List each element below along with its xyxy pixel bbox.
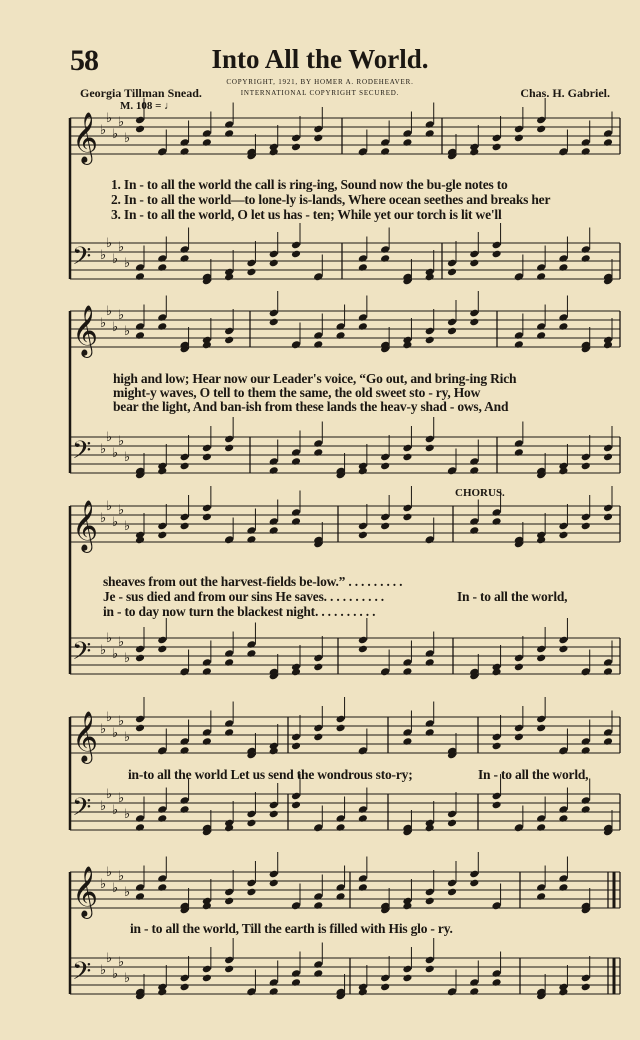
note-head bbox=[358, 814, 368, 823]
flat-icon: ♭ bbox=[118, 955, 125, 970]
note-head bbox=[581, 254, 591, 263]
flat-icon: ♭ bbox=[100, 123, 107, 138]
lyric-verse-2-line-1: 2. In - to all the world—to lone-ly is-lands, Where ocean seethes and breaks her bbox=[111, 192, 551, 207]
note-head bbox=[425, 897, 435, 906]
note-head bbox=[358, 883, 368, 892]
note-head bbox=[492, 742, 502, 751]
flat-icon: ♭ bbox=[106, 631, 113, 646]
note-head bbox=[291, 457, 301, 466]
note-head bbox=[358, 322, 368, 331]
flat-icon: ♭ bbox=[112, 726, 119, 741]
note-head bbox=[313, 969, 323, 978]
flat-icon: ♭ bbox=[118, 434, 125, 449]
note-head bbox=[246, 888, 256, 897]
note-head bbox=[536, 272, 546, 281]
bass-clef-icon: 𝄢 bbox=[72, 637, 92, 672]
flat-icon: ♭ bbox=[118, 308, 125, 323]
note-head bbox=[380, 462, 390, 471]
treble-clef-icon: 𝄞 bbox=[72, 500, 99, 551]
note-head bbox=[202, 667, 212, 676]
note-head bbox=[336, 331, 346, 340]
flat-icon: ♭ bbox=[112, 967, 119, 982]
note-head bbox=[603, 453, 613, 462]
note-head bbox=[402, 737, 412, 746]
flat-icon: ♭ bbox=[124, 450, 131, 465]
note-head bbox=[313, 733, 323, 742]
note-head bbox=[202, 138, 212, 147]
note-head bbox=[402, 974, 412, 983]
flat-icon: ♭ bbox=[118, 869, 125, 884]
flat-icon: ♭ bbox=[106, 430, 113, 445]
flat-icon: ♭ bbox=[106, 865, 113, 880]
note-head bbox=[269, 526, 279, 535]
note-head bbox=[180, 522, 190, 531]
note-head bbox=[581, 147, 591, 156]
note-head bbox=[380, 983, 390, 992]
flat-icon: ♭ bbox=[106, 710, 113, 725]
lyric-chorus-line-2: in - to all the world, Till the earth is filled with His glo - ry. bbox=[130, 921, 453, 936]
note-head bbox=[180, 147, 190, 156]
flat-icon: ♭ bbox=[118, 240, 125, 255]
note-head bbox=[492, 143, 502, 152]
note-head bbox=[536, 331, 546, 340]
flat-icon: ♭ bbox=[112, 647, 119, 662]
flat-icon: ♭ bbox=[112, 320, 119, 335]
note-head bbox=[603, 138, 613, 147]
note-head bbox=[581, 462, 591, 471]
note-head bbox=[469, 466, 479, 475]
bass-clef-icon: 𝄢 bbox=[72, 436, 92, 471]
lyric-chorus-line-1: in-to all the world Let us send the wondrous sto-ry; bbox=[128, 767, 413, 782]
note-head bbox=[246, 649, 256, 658]
note-head bbox=[380, 147, 390, 156]
lyricist-name: Georgia Tillman Snead. bbox=[80, 86, 202, 100]
note-head bbox=[224, 336, 234, 345]
lyric-verse-3-line-2: bear the light, And ban-ish from these lands the heav-y shad - ows, And bbox=[113, 399, 509, 414]
note-head bbox=[402, 667, 412, 676]
note-head bbox=[402, 138, 412, 147]
flat-icon: ♭ bbox=[106, 499, 113, 514]
lyric-verse-3-line-1: 3. In - to all the world, O let us has - ten; While yet our torch is lit we'll bbox=[111, 207, 502, 222]
lyric-verse-1-line-3: sheaves from out the harvest-fields be-low.” . . . . . . . . . bbox=[103, 574, 403, 589]
note-head bbox=[135, 654, 145, 663]
note-head bbox=[336, 724, 346, 733]
flat-icon: ♭ bbox=[124, 324, 131, 339]
note-head bbox=[157, 263, 167, 272]
note-head bbox=[536, 724, 546, 733]
note-head bbox=[202, 737, 212, 746]
lyric-verse-3-line-3: in - to day now turn the blackest night. . . . . . . . . . bbox=[103, 604, 376, 619]
note-head bbox=[358, 645, 368, 654]
note-head bbox=[180, 462, 190, 471]
note-head bbox=[536, 654, 546, 663]
note-head bbox=[313, 663, 323, 672]
lyric-chorus-start: In - to all the world, bbox=[457, 589, 568, 604]
flat-icon: ♭ bbox=[118, 714, 125, 729]
note-head bbox=[157, 883, 167, 892]
note-head bbox=[313, 448, 323, 457]
note-head bbox=[492, 978, 502, 987]
note-head bbox=[291, 978, 301, 987]
flat-icon: ♭ bbox=[100, 442, 107, 457]
note-head bbox=[558, 531, 568, 540]
note-head bbox=[514, 134, 524, 143]
copyright-notice: INTERNATIONAL COPYRIGHT SECURED. bbox=[240, 89, 400, 97]
bass-clef-icon: 𝄢 bbox=[72, 957, 92, 992]
flat-icon: ♭ bbox=[106, 304, 113, 319]
note-head bbox=[157, 645, 167, 654]
note-head bbox=[157, 814, 167, 823]
note-head bbox=[536, 125, 546, 134]
flat-icon: ♭ bbox=[112, 881, 119, 896]
note-head bbox=[514, 663, 524, 672]
note-head bbox=[581, 983, 591, 992]
flat-icon: ♭ bbox=[118, 635, 125, 650]
note-head bbox=[313, 340, 323, 349]
note-head bbox=[135, 331, 145, 340]
note-head bbox=[603, 667, 613, 676]
flat-icon: ♭ bbox=[112, 515, 119, 530]
note-head bbox=[269, 318, 279, 327]
flat-icon: ♭ bbox=[100, 963, 107, 978]
treble-clef-icon: 𝄞 bbox=[72, 112, 99, 163]
flat-icon: ♭ bbox=[106, 951, 113, 966]
flat-icon: ♭ bbox=[106, 111, 113, 126]
note-head bbox=[603, 737, 613, 746]
copyright-line: COPYRIGHT, 1921, BY HOMER A. RODEHEAVER. bbox=[226, 78, 414, 86]
flat-icon: ♭ bbox=[100, 799, 107, 814]
note-head bbox=[269, 879, 279, 888]
flat-icon: ♭ bbox=[112, 252, 119, 267]
note-head bbox=[402, 513, 412, 522]
lyric-chorus-line-1b: In - to all the world, bbox=[478, 767, 589, 782]
note-head bbox=[402, 453, 412, 462]
note-head bbox=[581, 522, 591, 531]
note-head bbox=[291, 517, 301, 526]
lyric-verse-1-line-2: high and low; Hear now our Leader's voice, “Go out, and bring-ing Rich bbox=[113, 371, 517, 386]
note-head bbox=[558, 814, 568, 823]
tempo-marking: M. 108 = ♩ bbox=[120, 100, 176, 112]
note-head bbox=[358, 531, 368, 540]
note-head bbox=[358, 263, 368, 272]
chorus-label: CHORUS. bbox=[455, 487, 505, 499]
note-head bbox=[180, 805, 190, 814]
lyric-verse-2-line-3: Je - sus died and from our sins He saves. . . . . . . . . . bbox=[103, 589, 384, 604]
note-head bbox=[135, 724, 145, 733]
note-head bbox=[425, 728, 435, 737]
note-head bbox=[514, 448, 524, 457]
note-head bbox=[157, 531, 167, 540]
hymn-title: Into All the World. bbox=[211, 44, 429, 74]
note-head bbox=[135, 823, 145, 832]
note-head bbox=[180, 983, 190, 992]
note-head bbox=[447, 888, 457, 897]
flat-icon: ♭ bbox=[112, 446, 119, 461]
lyric-verse-1-line-1: 1. In - to all the world the call is ring-ing, Sound now the bu-gle notes to bbox=[111, 177, 508, 192]
note-head bbox=[291, 143, 301, 152]
flat-icon: ♭ bbox=[124, 519, 131, 534]
note-head bbox=[180, 746, 190, 755]
note-head bbox=[447, 268, 457, 277]
note-head bbox=[224, 728, 234, 737]
flat-icon: ♭ bbox=[118, 115, 125, 130]
flat-icon: ♭ bbox=[118, 503, 125, 518]
note-head bbox=[558, 883, 568, 892]
note-head bbox=[269, 466, 279, 475]
note-head bbox=[135, 892, 145, 901]
note-head bbox=[425, 444, 435, 453]
flat-icon: ♭ bbox=[118, 791, 125, 806]
note-head bbox=[224, 129, 234, 138]
flat-icon: ♭ bbox=[100, 877, 107, 892]
note-head bbox=[558, 263, 568, 272]
note-head bbox=[336, 823, 346, 832]
bass-clef-icon: 𝄢 bbox=[72, 242, 92, 277]
note-head bbox=[536, 823, 546, 832]
note-head bbox=[492, 250, 502, 259]
note-head bbox=[291, 250, 301, 259]
hymn-number: 58 bbox=[70, 44, 98, 77]
note-head bbox=[135, 125, 145, 134]
flat-icon: ♭ bbox=[100, 643, 107, 658]
note-head bbox=[536, 892, 546, 901]
note-head bbox=[558, 645, 568, 654]
flat-icon: ♭ bbox=[100, 722, 107, 737]
flat-icon: ♭ bbox=[124, 651, 131, 666]
note-head bbox=[469, 318, 479, 327]
note-head bbox=[202, 974, 212, 983]
flat-icon: ♭ bbox=[112, 803, 119, 818]
note-head bbox=[202, 453, 212, 462]
note-head bbox=[425, 129, 435, 138]
note-head bbox=[469, 526, 479, 535]
note-head bbox=[581, 746, 591, 755]
note-head bbox=[269, 810, 279, 819]
note-head bbox=[224, 444, 234, 453]
composer-name: Chas. H. Gabriel. bbox=[520, 86, 610, 100]
note-head bbox=[336, 892, 346, 901]
note-head bbox=[246, 535, 256, 544]
flat-icon: ♭ bbox=[124, 256, 131, 271]
note-head bbox=[447, 819, 457, 828]
flat-icon: ♭ bbox=[106, 787, 113, 802]
lyric-verse-2-line-2: might-y waves, O tell to them the same, the old sweet sto - ry, How bbox=[113, 385, 481, 400]
note-head bbox=[246, 819, 256, 828]
flat-icon: ♭ bbox=[124, 131, 131, 146]
flat-icon: ♭ bbox=[100, 316, 107, 331]
treble-clef-icon: 𝄞 bbox=[72, 305, 99, 356]
note-head bbox=[469, 879, 479, 888]
flat-icon: ♭ bbox=[124, 971, 131, 986]
note-head bbox=[425, 965, 435, 974]
note-head bbox=[514, 340, 524, 349]
note-head bbox=[469, 259, 479, 268]
note-head bbox=[492, 517, 502, 526]
note-head bbox=[291, 742, 301, 751]
note-head bbox=[246, 268, 256, 277]
bass-clef-icon: 𝄢 bbox=[72, 793, 92, 828]
treble-clef-icon: 𝄞 bbox=[72, 711, 99, 762]
note-head bbox=[291, 801, 301, 810]
note-head bbox=[380, 254, 390, 263]
note-head bbox=[224, 965, 234, 974]
flat-icon: ♭ bbox=[100, 511, 107, 526]
flat-icon: ♭ bbox=[112, 127, 119, 142]
note-head bbox=[224, 897, 234, 906]
note-head bbox=[180, 254, 190, 263]
note-head bbox=[425, 658, 435, 667]
flat-icon: ♭ bbox=[106, 236, 113, 251]
note-head bbox=[514, 733, 524, 742]
note-head bbox=[469, 987, 479, 996]
note-head bbox=[425, 336, 435, 345]
note-head bbox=[269, 987, 279, 996]
note-head bbox=[581, 805, 591, 814]
note-head bbox=[380, 522, 390, 531]
note-head bbox=[558, 322, 568, 331]
note-head bbox=[313, 901, 323, 910]
note-head bbox=[135, 272, 145, 281]
note-head bbox=[269, 259, 279, 268]
note-head bbox=[447, 327, 457, 336]
note-head bbox=[202, 513, 212, 522]
treble-clef-icon: 𝄞 bbox=[72, 866, 99, 917]
flat-icon: ♭ bbox=[124, 730, 131, 745]
flat-icon: ♭ bbox=[100, 248, 107, 263]
note-head bbox=[603, 513, 613, 522]
note-head bbox=[313, 134, 323, 143]
flat-icon: ♭ bbox=[124, 885, 131, 900]
note-head bbox=[224, 658, 234, 667]
note-head bbox=[492, 801, 502, 810]
note-head bbox=[157, 322, 167, 331]
flat-icon: ♭ bbox=[124, 807, 131, 822]
